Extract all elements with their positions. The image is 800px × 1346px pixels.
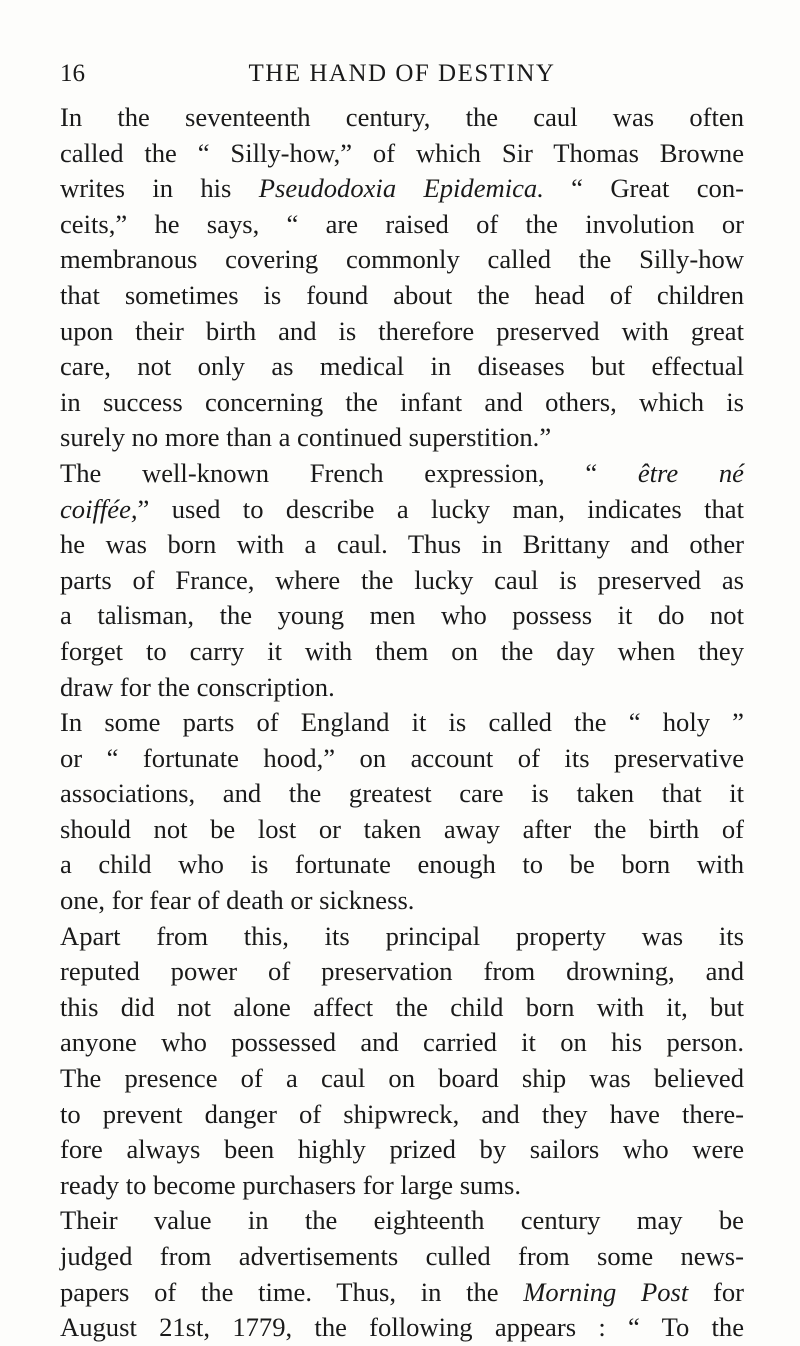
text-line <box>60 634 744 670</box>
text-line <box>60 1310 744 1346</box>
text-run: upon their birth and is therefore preserved with great <box>60 315 744 346</box>
text-run: a talisman, the young men who possess it do not <box>60 600 744 631</box>
text-line <box>60 456 744 492</box>
running-title: THE HAND OF DESTINY <box>248 60 556 87</box>
text-run: should not be lost or taken away after the birth of <box>60 813 744 844</box>
text-line <box>60 1275 744 1311</box>
text-run: one, for fear of death or sickness. <box>60 885 415 916</box>
text-line <box>60 954 744 990</box>
text-line <box>60 1132 744 1168</box>
text-line <box>60 598 744 634</box>
text-run: judged from advertisements culled from some news- <box>60 1241 744 1271</box>
text-line <box>60 527 744 563</box>
book-page <box>60 54 744 1346</box>
italic-run: Pseudodoxia Epidemica. <box>258 173 544 204</box>
text-run: fore always been highly prized by sailors who were <box>60 1134 744 1165</box>
text-line <box>60 1061 744 1097</box>
text-line <box>60 242 744 278</box>
text-line <box>60 741 744 777</box>
text-run: Their value in the eighteenth century may be <box>60 1205 744 1236</box>
text-run: reputed power of preservation from drowning, and <box>60 956 744 987</box>
text-run: care, not only as medical in diseases but effectual <box>60 351 744 382</box>
text-line <box>60 847 744 883</box>
text-run: called the “ Silly-how,” of which Sir Thomas Browne <box>60 137 744 168</box>
text-run: in success concerning the infant and others, which is <box>60 386 744 417</box>
text-run: The well-known French expression, “ <box>60 457 638 488</box>
text-line <box>60 1025 744 1061</box>
text-run: The presence of a caul on board ship was believed <box>60 1063 744 1094</box>
text-line <box>60 1097 744 1133</box>
text-run: writes in his <box>60 173 259 204</box>
text-line <box>60 420 744 456</box>
page-number: 16 <box>60 60 85 87</box>
text-line <box>60 100 744 136</box>
text-line <box>60 1168 744 1204</box>
text-run: “ Great con- <box>543 173 744 204</box>
text-line <box>60 670 744 706</box>
italic-run: Morning Post <box>523 1276 689 1307</box>
text-run: draw for the conscription. <box>60 671 335 702</box>
text-run: membranous covering commonly called the Silly-how <box>60 244 744 275</box>
text-run: ready to become purchasers for large sums. <box>60 1169 522 1200</box>
text-run: anyone who possessed and carried it on his person. <box>60 1027 744 1058</box>
text-line <box>60 492 744 528</box>
text-run: Apart from this, its principal property was its <box>60 920 744 951</box>
text-line <box>60 563 744 599</box>
text-run: that sometimes is found about the head of children <box>60 279 744 310</box>
text-run: he was born with a caul. Thus in Brittany and other <box>60 529 744 560</box>
body-text <box>60 100 744 1346</box>
text-run: parts of France, where the lucky caul is preserved as <box>60 564 744 595</box>
text-line <box>60 1239 744 1275</box>
text-line <box>60 314 744 350</box>
text-line <box>60 207 744 243</box>
text-run: August 21st, 1779, the following appears : “ To the <box>60 1312 744 1343</box>
text-run: for <box>688 1276 744 1307</box>
text-line <box>60 883 744 919</box>
italic-run: être né <box>637 457 744 488</box>
text-run: surely no more than a continued superstition.” <box>60 422 552 453</box>
text-line <box>60 349 744 385</box>
text-run: papers of the time. Thus, in the <box>60 1276 524 1307</box>
text-run: or “ fortunate hood,” on account of its preservative <box>60 742 744 773</box>
text-run: to prevent danger of shipwreck, and they have there- <box>60 1098 744 1129</box>
text-run: this did not alone affect the child born with it, but <box>60 991 744 1022</box>
text-run: associations, and the greatest care is taken that it <box>60 778 744 809</box>
text-run: a child who is fortunate enough to be born with <box>60 849 744 880</box>
text-line <box>60 776 744 812</box>
text-run: ceits,” he says, “ are raised of the involution or <box>60 208 744 239</box>
text-line <box>60 1203 744 1239</box>
text-line <box>60 919 744 955</box>
text-line <box>60 385 744 421</box>
text-run: forget to carry it with them on the day when they <box>60 635 744 666</box>
text-line <box>60 812 744 848</box>
italic-run: coiffée, <box>60 493 138 524</box>
text-run: ” used to describe a lucky man, indicates that <box>137 493 744 524</box>
text-line <box>60 171 744 207</box>
text-run: In some parts of England it is called the “ holy ” <box>60 707 744 738</box>
running-head <box>60 54 744 94</box>
text-run: In the seventeenth century, the caul was often <box>60 102 744 132</box>
text-line <box>60 136 744 172</box>
text-line <box>60 990 744 1026</box>
text-line <box>60 278 744 314</box>
text-line <box>60 705 744 741</box>
